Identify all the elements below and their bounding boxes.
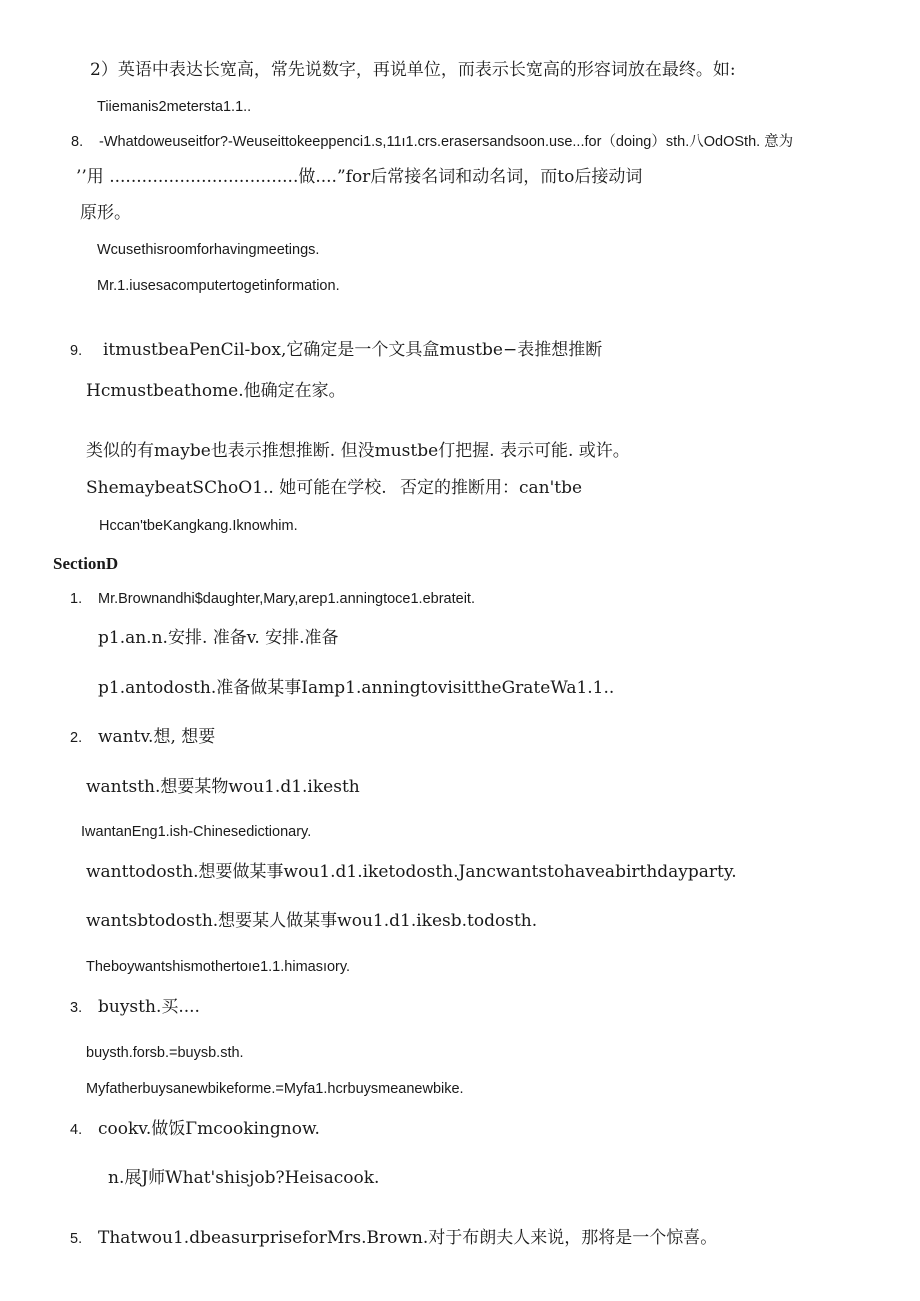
vocab-line: wantsth.想要某物wou1.d1.ikesth bbox=[86, 777, 360, 797]
example-sentence: ShemaybeatSChoO1.. 她可能在学校. bbox=[86, 478, 387, 498]
vocab-line: wantsbtodosth.想要某人做某事wou1.d1.ikesb.todosth. bbox=[86, 911, 538, 931]
item-number: 1. bbox=[70, 591, 83, 607]
item-number: 2. bbox=[70, 730, 83, 746]
vocab-line: p1.an.n.安排. 准备v. 安排.准备 bbox=[98, 628, 339, 648]
item-3-text: buysth.买.... bbox=[98, 997, 200, 1017]
item-8-explanation-end: 原形。 bbox=[80, 203, 131, 223]
item-number: 4. bbox=[70, 1122, 83, 1138]
item-2-text: wantv.想, 想要 bbox=[98, 727, 216, 747]
item-4-text: cookv.做饭Γmcookingnow. bbox=[98, 1119, 320, 1139]
example-sentence: Hccan'tbeKangkang.Iknowhim. bbox=[99, 518, 298, 534]
note-line: 否定的推断用：can'tbe bbox=[400, 478, 583, 498]
section-heading: SectionD bbox=[53, 554, 119, 573]
vocab-line: wanttodosth.想要做某事wou1.d1.iketodosth.Jancwantstohaveabirthdayparty. bbox=[86, 862, 737, 882]
example-sentence: n.展J师What'shisjob?Heisacook. bbox=[108, 1168, 380, 1188]
item-5-text: Thatwou1.dbeasurpriseforMrs.Brown.对于布朗夫人来说，那将是一个惊喜。 bbox=[98, 1228, 718, 1248]
item-number: 9. bbox=[70, 343, 83, 359]
item-8-text: -Whatdoweuseitfor?-Weuseittokeeppenci1.s,11ı1.crs.erasersandsoon.use...for（doing）sth.八OdOSth. 意为 bbox=[99, 134, 794, 150]
example-sentence: Theboywantshismothertoıe1.1.himasıory. bbox=[86, 959, 351, 975]
item-8-explanation: ’’用 ...................................做....”for后常接名词和动名词，而to后接动词 bbox=[76, 167, 643, 187]
example-sentence: IwantanEng1.ish-Chinesedictionary. bbox=[81, 824, 312, 840]
item-number: 8. bbox=[71, 134, 84, 150]
item-number: 3. bbox=[70, 1000, 83, 1016]
item-number: 5. bbox=[70, 1231, 83, 1247]
example-sentence: Myfatherbuysanewbikeforme.=Myfa1.hcrbuysmeanewbike. bbox=[86, 1081, 464, 1097]
example-sentence: Hcmustbeathome.他确定在家。 bbox=[86, 381, 346, 401]
item-9-text: itmustbeaPenCil-box,它确定是一个文具盒mustbe−表推想推断 bbox=[103, 340, 603, 360]
vocab-line: buysth.forsb.=buysb.sth. bbox=[86, 1045, 244, 1061]
example-sentence: Wcusethisroomforhavingmeetings. bbox=[97, 242, 320, 258]
vocab-line: p1.antodosth.准备做某事Iamp1.anningtovisittheGrateWa1.1.. bbox=[98, 678, 615, 698]
example-sentence: Mr.1.iusesacomputertogetinformation. bbox=[97, 278, 340, 294]
note-line-2: 2）英语中表达长宽高，常先说数字，再说单位，而表示长宽高的形容词放在最终。如: bbox=[90, 60, 736, 80]
item-1-text: Mr.Brownandhi$daughter,Mary,arep1.anningtoce1.ebrateit. bbox=[98, 591, 475, 607]
example-sentence: Tiiemanis2metersta1.1.. bbox=[97, 99, 252, 115]
note-line: 类似的有maybe也表示推想推断. 但没mustbe仃把握. 表示可能. 或许。 bbox=[86, 441, 630, 461]
